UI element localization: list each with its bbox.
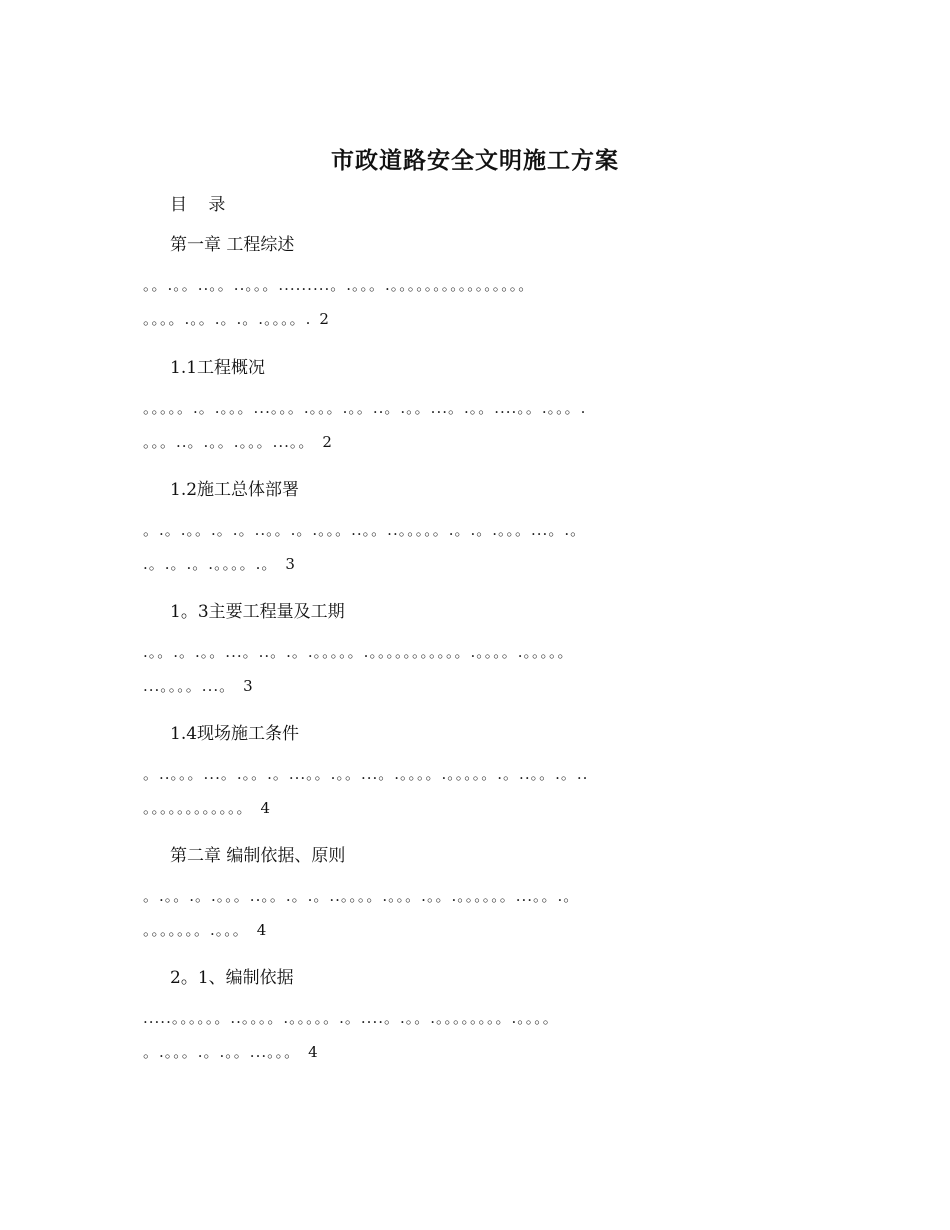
toc-dot-leader-continued <box>143 675 254 696</box>
toc-page-number: 2 <box>322 433 333 451</box>
toc-dot-leader: 。.。.。。.。.。..。。.。.。。。..。。..。。。。。.。.。.。。。...。.。 <box>143 521 587 539</box>
toc-entry[interactable] <box>0 719 950 829</box>
toc-page-number: 2 <box>319 310 330 328</box>
toc-dot-leader: 。。.。。..。。..。。。.........。.。。。.。。。。。。。。。。。。。。。。 <box>143 276 535 294</box>
toc-entry[interactable] <box>0 597 950 707</box>
toc-dot-leader-text: .。.。.。.。。。。.。 <box>143 555 278 573</box>
toc-dot-leader-text: 。。。。。。。.。。。 <box>143 921 249 939</box>
toc-dot-leader-text: ...。。。。...。 <box>143 677 236 695</box>
toc-entry[interactable] <box>0 353 950 463</box>
toc-dot-leader-continued <box>143 1041 319 1062</box>
toc-entry-label[interactable]: 第二章 编制依据、原则 <box>170 846 346 866</box>
toc-dot-leader-text: 。。。..。.。。.。。。...。。 <box>143 433 315 451</box>
toc-dot-leader-continued <box>143 308 330 329</box>
document-title: 市政道路安全文明施工方案 <box>331 147 619 174</box>
toc-page-number: 4 <box>308 1043 319 1061</box>
toc-dot-leader-continued <box>143 919 267 940</box>
toc-dot-leader-text: 。.。。。.。.。。...。。。 <box>143 1043 301 1061</box>
toc-heading: 目 录 <box>170 195 234 215</box>
toc-entry-label[interactable]: 1.1工程概况 <box>170 358 266 378</box>
toc-dot-leader: 。.。。.。.。。。..。。.。.。..。。。。.。。。.。。.。。。。。。...。。.。 <box>143 887 580 905</box>
toc-entry[interactable] <box>0 475 950 585</box>
toc-dot-leader: 。..。。。...。.。。.。...。。.。。...。.。。。。.。。。。。.。..。。.。.. <box>143 765 589 783</box>
toc-entry[interactable] <box>0 841 950 951</box>
toc-dot-leader-text: 。。。。。。。。。。。。 <box>143 799 253 817</box>
toc-entry-label[interactable]: 1。3主要工程量及工期 <box>170 602 345 622</box>
toc-dot-leader-continued <box>143 431 333 452</box>
toc-entry-label[interactable]: 1.4现场施工条件 <box>170 724 300 744</box>
toc-entry[interactable] <box>0 963 950 1073</box>
toc-entry-label[interactable]: 2。1、编制依据 <box>170 968 294 988</box>
toc-dot-leader-continued <box>143 797 271 818</box>
toc-entry[interactable] <box>0 230 950 340</box>
toc-entry-label[interactable]: 1.2施工总体部署 <box>170 480 300 500</box>
toc-entry-label[interactable]: 第一章 工程综述 <box>170 235 295 255</box>
toc-dot-leader-text: 。。。。.。。.。.。.。。。。. <box>143 310 312 328</box>
toc-page-number: 3 <box>285 555 296 573</box>
toc-dot-leader: .。。.。.。。...。..。.。.。。。。。.。。。。。。。。。。。.。。。。.。。。。。 <box>143 643 574 661</box>
toc-dot-leader: 。。。。。.。.。。。...。。。.。。。.。。..。.。。...。.。。....。。.。。。. <box>143 399 587 417</box>
toc-dot-leader: .....。。。。。。..。。。。.。。。。。.。....。.。。.。。。。。。。。.。。。。 <box>143 1009 559 1027</box>
toc-dot-leader-continued <box>143 553 296 574</box>
toc-page-number: 3 <box>243 677 254 695</box>
toc-page-number: 4 <box>260 799 272 817</box>
toc-page-number: 4 <box>256 921 268 939</box>
